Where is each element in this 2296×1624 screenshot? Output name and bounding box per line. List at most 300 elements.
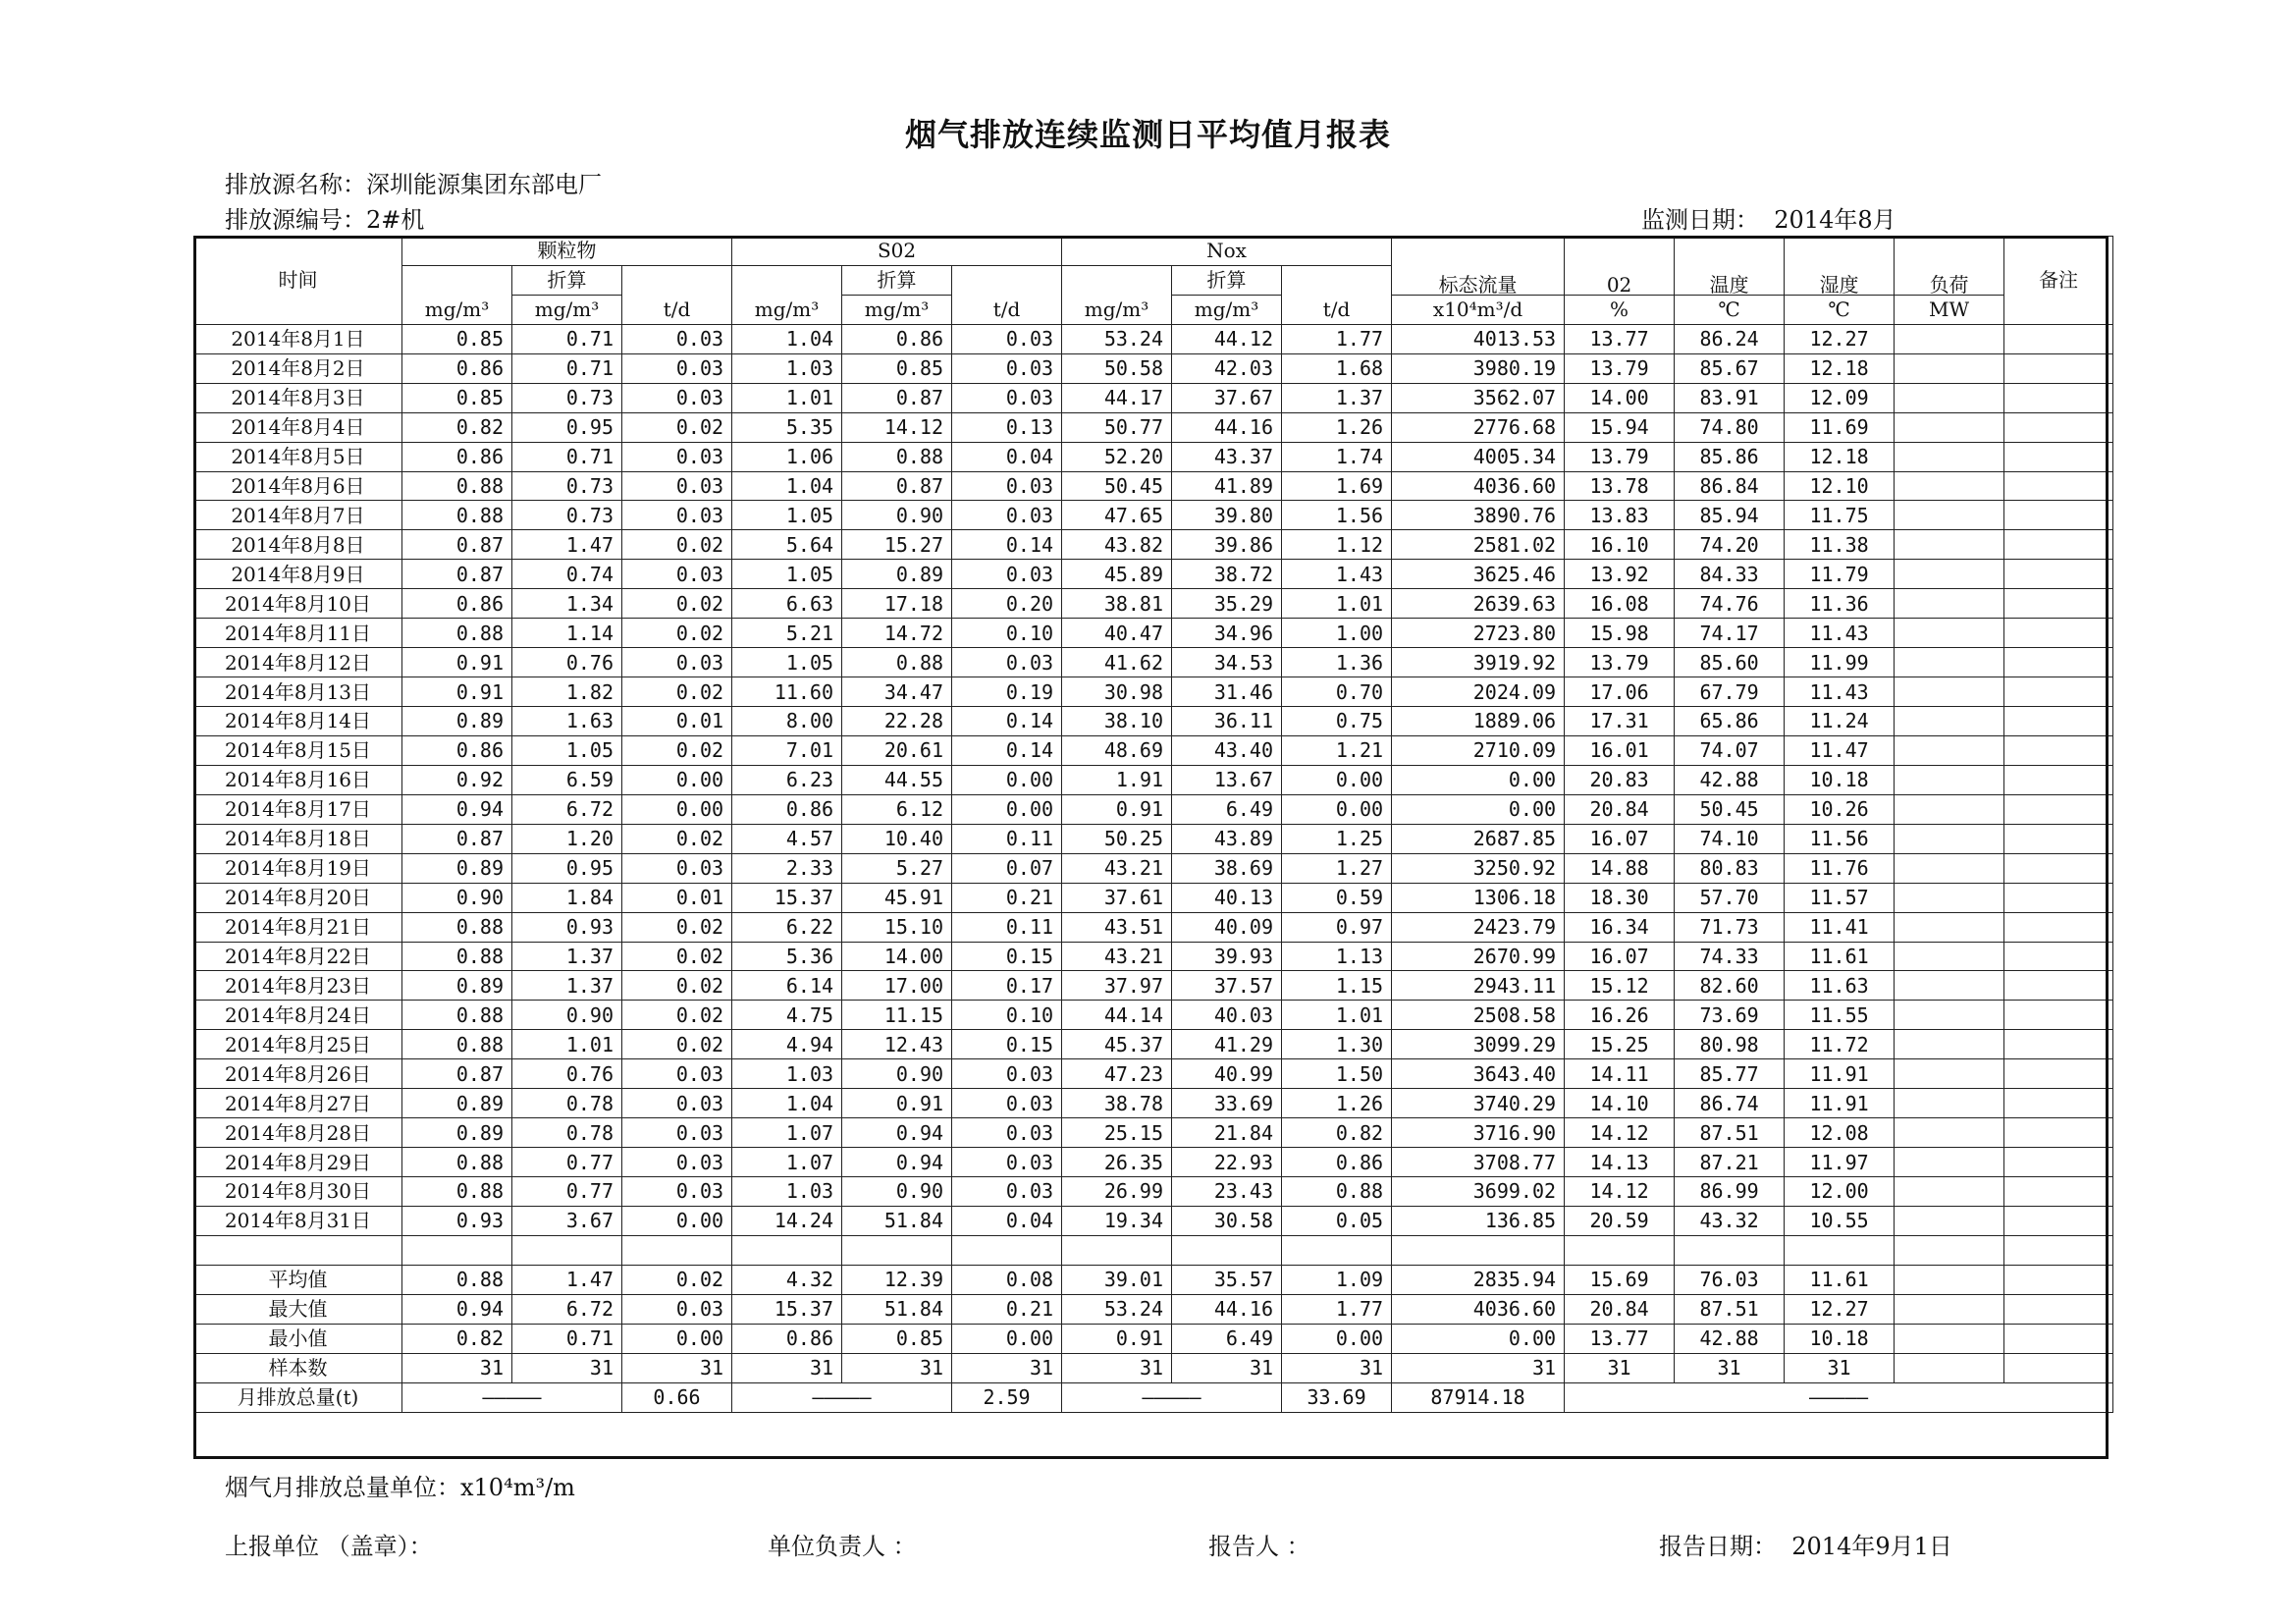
report-date-value: 2014年9月1日 — [1791, 1533, 1952, 1560]
data-cell: 1.15 — [1282, 971, 1392, 1001]
data-cell: 11.76 — [1785, 853, 1895, 883]
data-cell: 43.37 — [1172, 442, 1282, 471]
data-cell: 4036.60 — [1392, 1294, 1565, 1324]
daily-row — [194, 1030, 2113, 1059]
data-cell: 31 — [1785, 1353, 1895, 1382]
data-cell: 11.56 — [1785, 824, 1895, 853]
so2-unit: mg/m³ — [732, 295, 842, 324]
data-cell: 14.13 — [1565, 1148, 1675, 1177]
data-cell: 5.36 — [732, 942, 842, 971]
remark-cell — [2004, 1177, 2113, 1207]
data-cell: 0.00 — [1392, 1324, 1565, 1353]
data-cell: 82.60 — [1675, 971, 1785, 1001]
row-label: 2014年8月22日 — [194, 942, 402, 971]
data-cell: 0.89 — [842, 560, 952, 589]
data-cell: 0.86 — [732, 1324, 842, 1353]
data-cell: 44.16 — [1172, 1294, 1282, 1324]
data-cell: 1.37 — [512, 971, 622, 1001]
data-cell: 11.91 — [1785, 1089, 1895, 1118]
row-label: 2014年8月2日 — [194, 353, 402, 383]
data-cell: 0.21 — [952, 1294, 1062, 1324]
data-cell: 74.80 — [1675, 412, 1785, 442]
data-cell: 11.41 — [1785, 912, 1895, 942]
blank-cell — [1062, 265, 1172, 295]
data-cell: 0.88 — [842, 648, 952, 677]
data-cell: 1.05 — [732, 648, 842, 677]
flow-unit: x10⁴m³/d — [1392, 295, 1565, 324]
data-cell: 19.34 — [1062, 1206, 1172, 1235]
data-cell: 0.71 — [512, 1324, 622, 1353]
remark-cell — [2004, 501, 2113, 530]
data-cell: 1.03 — [732, 1177, 842, 1207]
data-cell: 0.77 — [512, 1177, 622, 1207]
data-cell: 0.76 — [512, 1059, 622, 1089]
data-cell: 6.22 — [732, 912, 842, 942]
data-cell: 3740.29 — [1392, 1089, 1565, 1118]
data-cell: 0.88 — [402, 1030, 512, 1059]
data-cell: 0.91 — [1062, 1324, 1172, 1353]
data-cell: 0.20 — [952, 589, 1062, 619]
blank-cell — [512, 1235, 622, 1265]
data-cell: 11.47 — [1785, 735, 1895, 765]
data-cell: 2508.58 — [1392, 1001, 1565, 1030]
data-cell: 11.61 — [1785, 942, 1895, 971]
data-cell: 1.04 — [732, 324, 842, 353]
load-unit: MW — [1895, 295, 2004, 324]
data-cell: 12.08 — [1785, 1118, 1895, 1148]
data-cell: 38.78 — [1062, 1089, 1172, 1118]
data-cell: 67.79 — [1675, 677, 1785, 707]
remark-cell — [2004, 735, 2113, 765]
data-cell: 17.18 — [842, 589, 952, 619]
data-cell: 6.23 — [732, 765, 842, 794]
data-cell: 0.77 — [512, 1148, 622, 1177]
data-cell: 1.03 — [732, 1059, 842, 1089]
remark-cell — [2004, 677, 2113, 707]
data-cell: 12.10 — [1785, 471, 1895, 501]
particulate-td-unit: t/d — [622, 295, 732, 324]
data-cell: 1306.18 — [1392, 883, 1565, 912]
data-cell: 1.03 — [732, 353, 842, 383]
remark-cell — [2004, 883, 2113, 912]
data-cell: 1.63 — [512, 707, 622, 736]
data-cell: 0.88 — [402, 912, 512, 942]
data-cell: 11.69 — [1785, 412, 1895, 442]
data-cell: 40.47 — [1062, 619, 1172, 648]
data-cell: 45.91 — [842, 883, 952, 912]
data-cell: 43.40 — [1172, 735, 1282, 765]
data-cell: 13.77 — [1565, 324, 1675, 353]
data-cell: 31 — [1282, 1353, 1392, 1382]
data-cell: 0.82 — [1282, 1118, 1392, 1148]
remark-cell — [2004, 853, 2113, 883]
data-cell: 0.91 — [402, 677, 512, 707]
data-cell: 25.15 — [1062, 1118, 1172, 1148]
daily-row — [194, 589, 2113, 619]
data-cell: 2639.63 — [1392, 589, 1565, 619]
data-cell: 5.21 — [732, 619, 842, 648]
data-cell: 0.01 — [622, 707, 732, 736]
data-cell: 1.00 — [1282, 619, 1392, 648]
data-cell: 14.12 — [1565, 1118, 1675, 1148]
data-cell: 31 — [1565, 1353, 1675, 1382]
report-title: 烟气排放连续监测日平均值月报表 — [904, 116, 1391, 153]
load-cell — [1895, 765, 2004, 794]
remark-cell — [2004, 442, 2113, 471]
data-cell: 0.95 — [512, 412, 622, 442]
header-row-3 — [194, 295, 2113, 324]
row-label: 2014年8月13日 — [194, 677, 402, 707]
data-cell: 0.90 — [512, 1001, 622, 1030]
data-cell: 13.79 — [1565, 648, 1675, 677]
remark-cell — [2004, 1118, 2113, 1148]
remark-cell — [2004, 1148, 2113, 1177]
remark-cell — [2004, 471, 2113, 501]
data-cell: 0.71 — [512, 442, 622, 471]
data-cell: 16.01 — [1565, 735, 1675, 765]
data-cell: 0.86 — [402, 589, 512, 619]
data-cell: 0.73 — [512, 471, 622, 501]
data-cell: 0.88 — [402, 501, 512, 530]
data-cell: 26.35 — [1062, 1148, 1172, 1177]
data-cell: 7.01 — [732, 735, 842, 765]
daily-row — [194, 353, 2113, 383]
data-cell: 1.34 — [512, 589, 622, 619]
data-cell: 5.27 — [842, 853, 952, 883]
row-label: 2014年8月26日 — [194, 1059, 402, 1089]
load-cell — [1895, 1059, 2004, 1089]
load-cell — [1895, 648, 2004, 677]
report-table — [193, 236, 2113, 1413]
data-cell: 0.94 — [842, 1118, 952, 1148]
data-cell: 17.31 — [1565, 707, 1675, 736]
unit-note-prefix: 烟气月排放总量单位： — [225, 1474, 460, 1501]
daily-row — [194, 1177, 2113, 1207]
data-cell: 22.93 — [1172, 1148, 1282, 1177]
row-label: 2014年8月3日 — [194, 383, 402, 412]
row-label: 2014年8月9日 — [194, 560, 402, 589]
daily-row — [194, 530, 2113, 560]
data-cell: 0.94 — [402, 1294, 512, 1324]
remark-cell — [2004, 1059, 2113, 1089]
data-cell: 2423.79 — [1392, 912, 1565, 942]
data-cell: 11.72 — [1785, 1030, 1895, 1059]
daily-row — [194, 501, 2113, 530]
data-cell: 11.36 — [1785, 589, 1895, 619]
blank-cell — [842, 1235, 952, 1265]
data-cell: 0.03 — [622, 324, 732, 353]
blank-cell — [622, 1235, 732, 1265]
data-cell: 1.14 — [512, 619, 622, 648]
row-label: 2014年8月14日 — [194, 707, 402, 736]
data-cell: 0.76 — [512, 648, 622, 677]
data-cell: 16.34 — [1565, 912, 1675, 942]
data-cell: 3625.46 — [1392, 560, 1565, 589]
data-cell: 0.03 — [622, 853, 732, 883]
data-cell: 6.49 — [1172, 1324, 1282, 1353]
data-cell: 85.77 — [1675, 1059, 1785, 1089]
load-cell — [1895, 1265, 2004, 1294]
so2-td-unit: t/d — [952, 295, 1062, 324]
data-cell: 1.01 — [732, 383, 842, 412]
data-cell: 0.90 — [842, 501, 952, 530]
unit-note-value: x10⁴m³/m — [460, 1474, 575, 1501]
data-cell: 0.00 — [622, 1206, 732, 1235]
data-cell: 11.43 — [1785, 619, 1895, 648]
remark-cell — [2004, 1324, 2113, 1353]
data-cell: 0.02 — [622, 912, 732, 942]
data-cell: 2835.94 — [1392, 1265, 1565, 1294]
o2-header: 02 — [1565, 237, 1675, 296]
remark-cell — [2004, 1089, 2113, 1118]
source-no-value: 2#机 — [366, 206, 425, 234]
data-cell: 86.84 — [1675, 471, 1785, 501]
data-cell: 0.02 — [622, 735, 732, 765]
particulate-header: 颗粒物 — [402, 237, 732, 266]
data-cell: 3099.29 — [1392, 1030, 1565, 1059]
data-cell: 37.67 — [1172, 383, 1282, 412]
data-cell: 51.84 — [842, 1294, 952, 1324]
data-cell: 31 — [1675, 1353, 1785, 1382]
data-cell: 57.70 — [1675, 883, 1785, 912]
row-label: 2014年8月19日 — [194, 853, 402, 883]
data-cell: 13.77 — [1565, 1324, 1675, 1353]
monitor-date-value: 2014年8月 — [1774, 206, 1896, 234]
row-label: 2014年8月23日 — [194, 971, 402, 1001]
remark-cell — [2004, 324, 2113, 353]
monitor-date-label: 监测日期： — [1641, 206, 1759, 234]
data-cell: 0.02 — [622, 412, 732, 442]
remark-cell — [2004, 619, 2113, 648]
data-cell: 1.84 — [512, 883, 622, 912]
data-cell: 0.97 — [1282, 912, 1392, 942]
daily-row — [194, 560, 2113, 589]
row-label: 2014年8月31日 — [194, 1206, 402, 1235]
data-cell: 80.83 — [1675, 853, 1785, 883]
data-cell: 20.84 — [1565, 1294, 1675, 1324]
data-cell: 10.26 — [1785, 794, 1895, 824]
data-cell: 0.03 — [952, 1148, 1062, 1177]
remark-cell — [2004, 1294, 2113, 1324]
load-cell — [1895, 1324, 2004, 1353]
data-cell: 11.97 — [1785, 1148, 1895, 1177]
data-cell: 0.03 — [622, 648, 732, 677]
load-cell — [1895, 353, 2004, 383]
data-cell: 86.99 — [1675, 1177, 1785, 1207]
data-cell: 0.03 — [622, 442, 732, 471]
data-cell: 85.60 — [1675, 648, 1785, 677]
daily-row — [194, 707, 2113, 736]
remark-cell — [2004, 942, 2113, 971]
data-cell: 30.58 — [1172, 1206, 1282, 1235]
data-cell: 0.03 — [952, 560, 1062, 589]
remark-cell — [2004, 794, 2113, 824]
data-cell: 34.47 — [842, 677, 952, 707]
data-cell: 11.79 — [1785, 560, 1895, 589]
data-cell: 3716.90 — [1392, 1118, 1565, 1148]
data-cell: 39.93 — [1172, 942, 1282, 971]
data-cell: 1.21 — [1282, 735, 1392, 765]
data-cell: 1889.06 — [1392, 707, 1565, 736]
data-cell: 37.97 — [1062, 971, 1172, 1001]
data-cell: 43.21 — [1062, 853, 1172, 883]
data-cell: 14.12 — [1565, 1177, 1675, 1207]
flow-header: 标态流量 — [1392, 237, 1565, 296]
remark-cell — [2004, 1265, 2113, 1294]
data-cell: 2024.09 — [1392, 677, 1565, 707]
data-cell: 0.70 — [1282, 677, 1392, 707]
so2-header: S02 — [732, 237, 1062, 266]
data-cell: 4013.53 — [1392, 324, 1565, 353]
data-cell: 1.74 — [1282, 442, 1392, 471]
data-cell: 15.94 — [1565, 412, 1675, 442]
load-cell — [1895, 560, 2004, 589]
o2-unit: % — [1565, 295, 1675, 324]
data-cell: 0.10 — [952, 1001, 1062, 1030]
data-cell: 31 — [402, 1353, 512, 1382]
data-cell: 86.24 — [1675, 324, 1785, 353]
data-cell: 0.94 — [402, 794, 512, 824]
remark-cell — [2004, 353, 2113, 383]
data-cell: 6.12 — [842, 794, 952, 824]
data-cell: 15.10 — [842, 912, 952, 942]
data-cell: 0.91 — [1062, 794, 1172, 824]
data-cell: 0.02 — [622, 824, 732, 853]
data-cell: 35.29 — [1172, 589, 1282, 619]
blank-cell — [622, 265, 732, 295]
so2-total: 2.59 — [952, 1382, 1062, 1412]
row-label: 2014年8月20日 — [194, 883, 402, 912]
data-cell: 0.89 — [402, 971, 512, 1001]
data-cell: 16.08 — [1565, 589, 1675, 619]
monitor-date-line — [1641, 200, 1896, 235]
data-cell: 0.03 — [622, 1059, 732, 1089]
data-cell: 53.24 — [1062, 1294, 1172, 1324]
daily-row — [194, 942, 2113, 971]
data-cell: 1.69 — [1282, 471, 1392, 501]
data-cell: 0.88 — [402, 619, 512, 648]
load-cell — [1895, 735, 2004, 765]
data-cell: 44.55 — [842, 765, 952, 794]
load-cell — [1895, 883, 2004, 912]
data-cell: 6.49 — [1172, 794, 1282, 824]
data-cell: 38.81 — [1062, 589, 1172, 619]
load-cell — [1895, 471, 2004, 501]
data-cell: 39.80 — [1172, 501, 1282, 530]
data-cell: 0.88 — [402, 942, 512, 971]
data-cell: 0.85 — [402, 324, 512, 353]
particulate-converted-header: 折算 — [512, 265, 622, 295]
data-cell: 0.91 — [402, 648, 512, 677]
data-cell: 1.04 — [732, 1089, 842, 1118]
data-cell: 0.93 — [512, 912, 622, 942]
data-cell: 0.05 — [1282, 1206, 1392, 1235]
blank-cell — [732, 265, 842, 295]
data-cell: 0.71 — [512, 324, 622, 353]
data-cell: 0.75 — [1282, 707, 1392, 736]
source-name-line — [225, 165, 602, 199]
data-cell: 48.69 — [1062, 735, 1172, 765]
data-cell: 1.68 — [1282, 353, 1392, 383]
data-cell: 0.03 — [622, 383, 732, 412]
data-cell: 3562.07 — [1392, 383, 1565, 412]
data-cell: 42.03 — [1172, 353, 1282, 383]
daily-row — [194, 971, 2113, 1001]
remark-cell — [2004, 1206, 2113, 1235]
row-label: 最小值 — [194, 1324, 402, 1353]
data-cell: 0.15 — [952, 942, 1062, 971]
data-cell: 11.99 — [1785, 648, 1895, 677]
data-cell: 0.04 — [952, 1206, 1062, 1235]
remark-cell — [2004, 707, 2113, 736]
data-cell: 17.06 — [1565, 677, 1675, 707]
data-cell: 0.89 — [402, 1118, 512, 1148]
load-header: 负荷 — [1895, 237, 2004, 296]
data-cell: 14.88 — [1565, 853, 1675, 883]
data-cell: 0.87 — [842, 383, 952, 412]
data-cell: 40.99 — [1172, 1059, 1282, 1089]
data-cell: 0.00 — [1282, 794, 1392, 824]
data-cell: 11.55 — [1785, 1001, 1895, 1030]
data-cell: 0.88 — [1282, 1177, 1392, 1207]
data-cell: 3980.19 — [1392, 353, 1565, 383]
data-cell: 0.88 — [402, 1177, 512, 1207]
data-cell: 50.25 — [1062, 824, 1172, 853]
data-cell: 33.69 — [1172, 1089, 1282, 1118]
daily-row — [194, 735, 2113, 765]
remark-cell — [2004, 824, 2113, 853]
temp-unit: ℃ — [1675, 295, 1785, 324]
row-label: 2014年8月12日 — [194, 648, 402, 677]
data-cell: 4.94 — [732, 1030, 842, 1059]
data-cell: 1.26 — [1282, 412, 1392, 442]
load-cell — [1895, 853, 2004, 883]
data-cell: 8.00 — [732, 707, 842, 736]
particulate-total: 0.66 — [622, 1382, 732, 1412]
data-cell: 31 — [512, 1353, 622, 1382]
data-cell: 1.05 — [732, 501, 842, 530]
data-cell: 0.86 — [732, 794, 842, 824]
row-label: 2014年8月18日 — [194, 824, 402, 853]
data-cell: 12.27 — [1785, 324, 1895, 353]
time-header: 时间 — [194, 237, 402, 325]
data-cell: 85.67 — [1675, 353, 1785, 383]
data-cell: 136.85 — [1392, 1206, 1565, 1235]
data-cell: 0.94 — [842, 1148, 952, 1177]
data-cell: 1.20 — [512, 824, 622, 853]
data-cell: 51.84 — [842, 1206, 952, 1235]
data-cell: 50.45 — [1062, 471, 1172, 501]
data-cell: 0.00 — [952, 765, 1062, 794]
blank-cell — [1392, 1235, 1565, 1265]
row-label: 2014年8月21日 — [194, 912, 402, 942]
data-cell: 16.07 — [1565, 942, 1675, 971]
data-cell: 40.13 — [1172, 883, 1282, 912]
data-cell: 10.55 — [1785, 1206, 1895, 1235]
data-cell: 0.59 — [1282, 883, 1392, 912]
data-cell: 23.43 — [1172, 1177, 1282, 1207]
data-cell: 16.26 — [1565, 1001, 1675, 1030]
data-cell: 15.37 — [732, 883, 842, 912]
remark-cell — [2004, 1001, 2113, 1030]
data-cell: 0.02 — [622, 677, 732, 707]
load-cell — [1895, 824, 2004, 853]
data-cell: 1.27 — [1282, 853, 1392, 883]
so2-converted-header: 折算 — [842, 265, 952, 295]
data-cell: 1.12 — [1282, 530, 1392, 560]
data-cell: 4005.34 — [1392, 442, 1565, 471]
data-cell: 1.01 — [1282, 589, 1392, 619]
